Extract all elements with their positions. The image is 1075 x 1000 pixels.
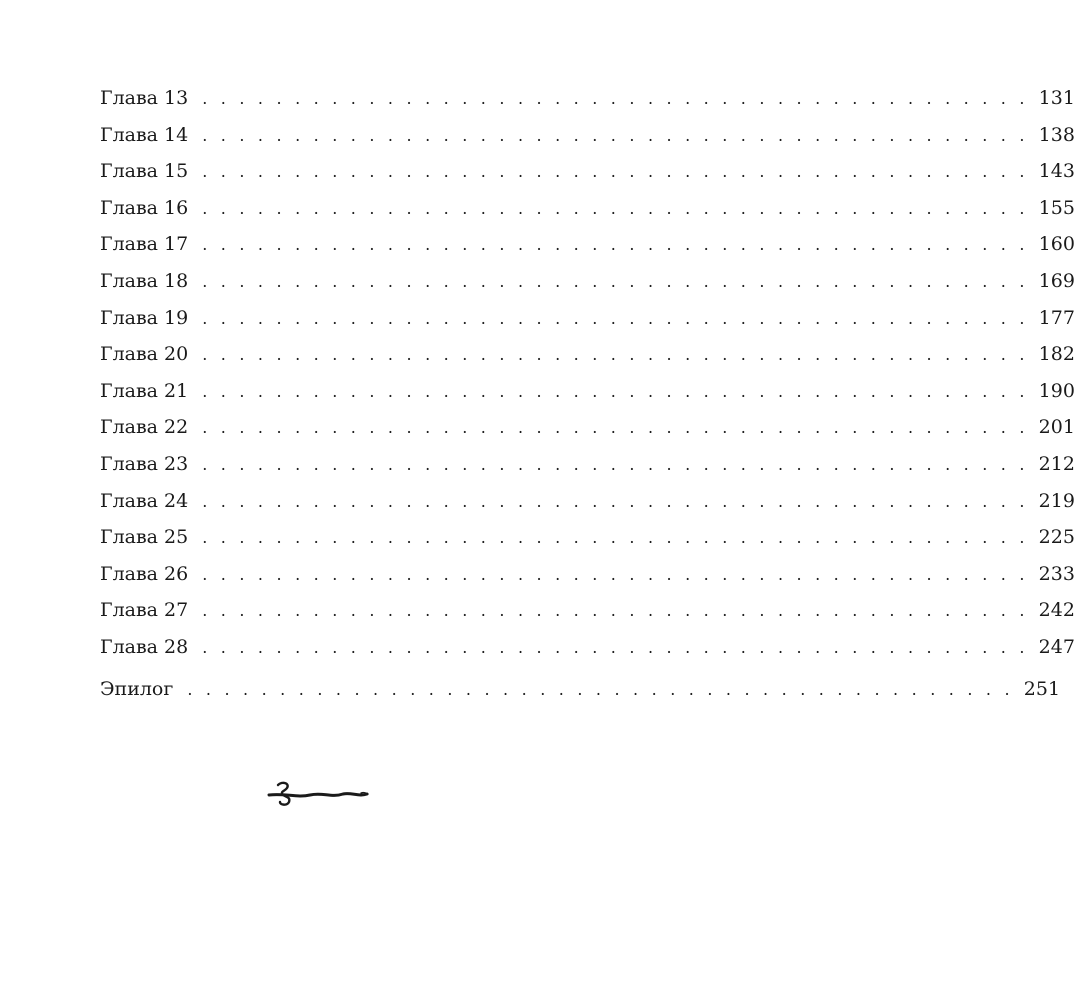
toc-entry-label: Глава 22 <box>100 416 189 439</box>
toc-dot-leader: . . . . . . . . . . . . . . . . . . . . . . . . . . . . . . . . . . . . . . . . . . . . . <box>202 491 1029 511</box>
toc-entry-page-number: 251 <box>1023 677 1061 700</box>
toc-entry-page-number: 182 <box>1038 343 1075 366</box>
toc-dot-leader: . . . . . . . . . . . . . . . . . . . . . . . . . . . . . . . . . . . . . . . . . . . . . <box>202 345 1029 365</box>
toc-dot-leader: . . . . . . . . . . . . . . . . . . . . . . . . . . . . . . . . . . . . . . . . . . . . . <box>202 198 1029 218</box>
toc-entry-label: Глава 23 <box>100 452 189 475</box>
toc-entry-epilogue[interactable] <box>100 673 1061 710</box>
toc-entry-label: Глава 16 <box>100 196 189 219</box>
toc-entry-chapter-21[interactable] <box>100 375 1075 412</box>
toc-entry-label: Глава 28 <box>100 635 189 658</box>
toc-entry-label: Глава 20 <box>100 343 189 366</box>
toc-dot-leader: . . . . . . . . . . . . . . . . . . . . . . . . . . . . . . . . . . . . . . . . . . . . . <box>202 89 1029 108</box>
toc-dot-leader: . . . . . . . . . . . . . . . . . . . . . . . . . . . . . . . . . . . . . . . . . . . . . <box>202 162 1029 182</box>
toc-entry-page-number: 219 <box>1038 489 1075 512</box>
toc-dot-leader: . . . . . . . . . . . . . . . . . . . . . . . . . . . . . . . . . . . . . . . . . . . . . <box>187 679 1014 699</box>
toc-entry-chapter-28[interactable] <box>100 631 1075 668</box>
toc-entry-label: Глава 24 <box>100 489 189 512</box>
toc-entry-label: Глава 15 <box>100 160 189 183</box>
toc-entry-page-number: 242 <box>1038 599 1075 622</box>
toc-entry-page-number: 201 <box>1038 416 1075 439</box>
toc-entry-label: Глава 19 <box>100 306 189 329</box>
toc-entry-label: Глава 14 <box>100 123 189 146</box>
toc-entry-chapter-19[interactable] <box>100 302 1075 339</box>
toc-entry-label: Глава 25 <box>100 526 189 549</box>
toc-entry-page-number: 225 <box>1038 526 1075 549</box>
toc-dot-leader: . . . . . . . . . . . . . . . . . . . . . . . . . . . . . . . . . . . . . . . . . . . . . <box>202 454 1029 474</box>
toc-dot-leader: . . . . . . . . . . . . . . . . . . . . . . . . . . . . . . . . . . . . . . . . . . . . . <box>202 418 1029 438</box>
toc-dot-leader: . . . . . . . . . . . . . . . . . . . . . . . . . . . . . . . . . . . . . . . . . . . . . <box>202 235 1029 255</box>
toc-dot-leader: . . . . . . . . . . . . . . . . . . . . . . . . . . . . . . . . . . . . . . . . . . . . . <box>202 528 1029 548</box>
toc-entry-page-number: 160 <box>1038 233 1075 256</box>
toc-entry-page-number: 143 <box>1038 160 1075 183</box>
toc-entry-chapter-27[interactable] <box>100 594 1075 631</box>
toc-entry-chapter-14[interactable] <box>100 119 1075 156</box>
toc-entry-page-number: 190 <box>1038 379 1075 402</box>
toc-dot-leader: . . . . . . . . . . . . . . . . . . . . . . . . . . . . . . . . . . . . . . . . . . . . . <box>202 381 1029 401</box>
toc-dot-leader: . . . . . . . . . . . . . . . . . . . . . . . . . . . . . . . . . . . . . . . . . . . . . <box>202 125 1029 145</box>
toc-entry-label: Глава 27 <box>100 599 189 622</box>
toc-entry-page-number: 212 <box>1038 452 1075 475</box>
toc-entry-label: Эпилог <box>100 677 174 700</box>
toc-entry-chapter-26[interactable] <box>100 558 1075 595</box>
toc-entry-chapter-17[interactable] <box>100 228 1075 265</box>
toc-entry-page-number: 247 <box>1038 635 1075 658</box>
toc-entry-label: Глава 18 <box>100 269 189 292</box>
toc-entry-page-number: 131 <box>1038 87 1075 109</box>
toc-entry-chapter-20[interactable] <box>100 338 1075 375</box>
decorative-flourish-icon <box>265 775 370 815</box>
toc-dot-leader: . . . . . . . . . . . . . . . . . . . . . . . . . . . . . . . . . . . . . . . . . . . . . <box>202 637 1029 657</box>
toc-entry-chapter-18[interactable] <box>100 265 1075 302</box>
toc-entry-label: Глава 17 <box>100 233 189 256</box>
toc-entry-chapter-23[interactable] <box>100 448 1075 485</box>
toc-entry-chapter-22[interactable] <box>100 411 1075 448</box>
toc-entry-chapter-15[interactable] <box>100 155 1075 192</box>
toc-dot-leader: . . . . . . . . . . . . . . . . . . . . . . . . . . . . . . . . . . . . . . . . . . . . . <box>202 601 1029 621</box>
toc-entry-chapter-24[interactable] <box>100 485 1075 522</box>
toc-entry-page-number: 155 <box>1038 196 1075 219</box>
toc-entry-chapter-13[interactable] <box>100 82 1075 119</box>
toc-entry-page-number: 177 <box>1038 306 1075 329</box>
table-of-contents <box>100 82 1075 709</box>
toc-dot-leader: . . . . . . . . . . . . . . . . . . . . . . . . . . . . . . . . . . . . . . . . . . . . . <box>202 308 1029 328</box>
toc-entry-page-number: 233 <box>1038 562 1075 585</box>
toc-entry-page-number: 138 <box>1038 123 1075 146</box>
toc-entry-chapter-16[interactable] <box>100 192 1075 229</box>
toc-entry-chapter-25[interactable] <box>100 521 1075 558</box>
toc-entry-label: Глава 26 <box>100 562 189 585</box>
toc-entry-page-number: 169 <box>1038 269 1075 292</box>
toc-entry-label: Глава 13 <box>100 87 189 109</box>
toc-dot-leader: . . . . . . . . . . . . . . . . . . . . . . . . . . . . . . . . . . . . . . . . . . . . . <box>202 271 1029 291</box>
toc-dot-leader: . . . . . . . . . . . . . . . . . . . . . . . . . . . . . . . . . . . . . . . . . . . . . <box>202 564 1029 584</box>
toc-entry-label: Глава 21 <box>100 379 189 402</box>
